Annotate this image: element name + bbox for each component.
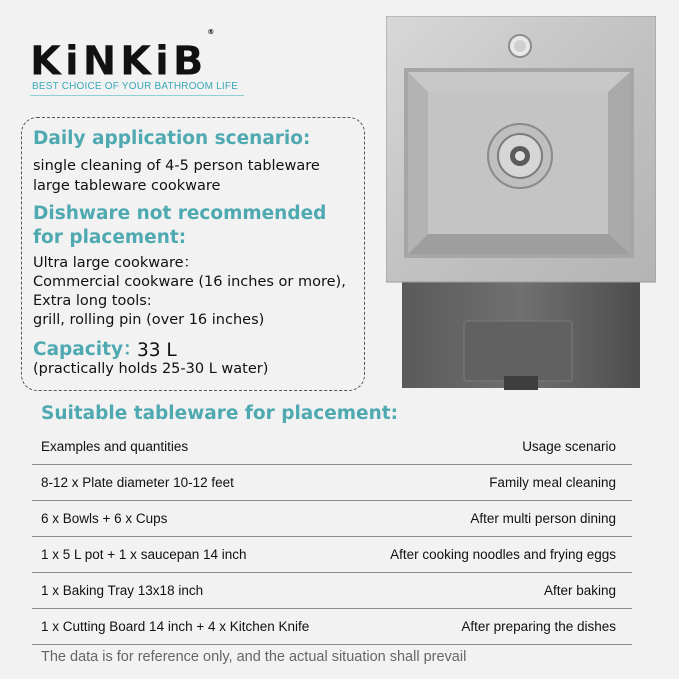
row-example: 8-12 x Plate diameter 10-12 feet — [41, 475, 234, 490]
capacity-value: 33 L — [137, 340, 177, 361]
row-example: 6 x Bowls + 6 x Cups — [41, 511, 168, 526]
bowl-front-wall — [408, 234, 630, 254]
row-scenario: After baking — [543, 583, 616, 598]
row-scenario: After multi person dining — [470, 511, 616, 526]
sink-image — [386, 16, 656, 393]
not-recommended-line: Extra long tools: — [33, 293, 152, 309]
table-title: Suitable tableware for placement: — [41, 403, 399, 424]
tagline-underline — [30, 95, 244, 96]
bowl-left-wall — [408, 72, 428, 254]
daily-line: single cleaning of 4-5 person tableware — [33, 158, 320, 174]
table-row — [32, 501, 632, 537]
capacity-label: Capacity： — [33, 339, 142, 360]
drain-cap — [515, 151, 525, 161]
not-recommended-title: for placement: — [33, 227, 187, 248]
divider — [32, 644, 632, 645]
row-scenario: After cooking noodles and frying eggs — [390, 547, 616, 562]
row-scenario: After preparing the dishes — [461, 619, 616, 634]
table-header — [32, 429, 632, 465]
not-recommended-title: Dishware not recommended — [33, 203, 327, 224]
drain-pipe — [504, 376, 538, 390]
not-recommended-line: Commercial cookware (16 inches or more), — [33, 274, 346, 290]
footnote: The data is for reference only, and the actual situation shall prevail — [41, 649, 467, 665]
sink-panel — [464, 321, 572, 381]
header-left: Examples and quantities — [41, 439, 189, 454]
table-row — [32, 609, 632, 645]
bowl-right-wall — [608, 72, 630, 254]
table-row — [32, 465, 632, 501]
daily-line: large tableware cookware — [33, 178, 221, 194]
row-example: 1 x Baking Tray 13x18 inch — [41, 583, 204, 598]
table-row — [32, 573, 632, 609]
brand-logo: KiNKiB® — [30, 28, 215, 85]
bowl-back-wall — [408, 72, 630, 92]
capacity-note: (practically holds 25-30 L water) — [33, 361, 269, 377]
table-row — [32, 537, 632, 573]
not-recommended-line: Ultra large cookware： — [33, 255, 199, 271]
header-right: Usage scenario — [522, 439, 616, 454]
daily-title: Daily application scenario: — [33, 128, 311, 149]
tap-hole-inner — [514, 40, 526, 52]
row-scenario: Family meal cleaning — [489, 475, 616, 490]
not-recommended-line: grill, rolling pin (over 16 inches) — [33, 312, 265, 328]
brand-tagline: BEST CHOICE OF YOUR BATHROOM LIFE — [32, 81, 239, 92]
row-example: 1 x Cutting Board 14 inch + 4 x Kitchen Knife — [41, 619, 310, 634]
row-example: 1 x 5 L pot + 1 x saucepan 14 inch — [41, 547, 247, 562]
